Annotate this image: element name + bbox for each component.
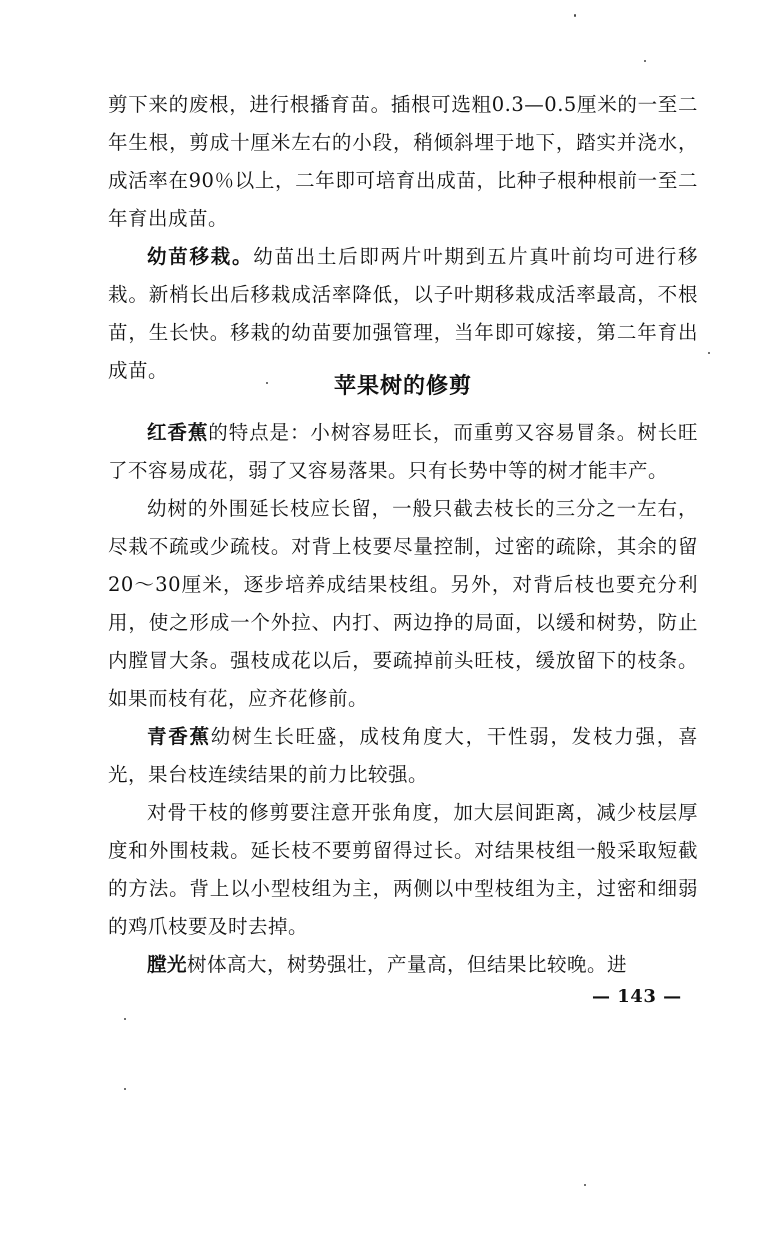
scan-speck [266,382,268,384]
red-delicious-paragraph [108,414,698,490]
green-delicious-body: 幼树生长旺盛，成枝角度大，干性弱，发枝力强，喜光，果台枝连续结果的前力比较强。 [108,725,698,786]
scan-speck [574,14,576,17]
red-delicious-lead: 红香蕉 [147,421,209,444]
red-delicious-body: 的特点是：小树容易旺长，而重剪又容易冒条。树长旺了不容易成花，弱了又容易落果。只有长势中等的树才能丰产。 [108,421,698,482]
scan-speck [124,1088,126,1090]
section-heading: 苹果树的修剪 [333,373,472,399]
green-delicious-paragraph [108,718,698,794]
ralls-variety-body: 树体高大，树势强壮，产量高，但结果比较晚。进 [187,953,628,976]
seedling-transplant-lead: 幼苗移栽。 [147,245,254,268]
scan-speck [708,352,710,354]
page-number: — 143 — [592,986,682,1007]
apple-pruning-section [108,364,698,984]
seedling-transplant-body: 幼苗出土后即两片叶期到五片真叶前均可进行移栽。新梢长出后移栽成活率降低，以子叶期移栽成活率最高，不根苗，生长快。移栽的幼苗要加强管理，当年即可嫁接，第二年育出成苗。 [108,245,698,382]
root-cutting-paragraph: 剪下来的废根，进行根播育苗。插根可选粗0.3—0.5厘米的一至二年生根，剪成十厘米左右的小段，稍倾斜埋于地下，踏实并浇水，成活率在90％以上，二年即可培育出成苗，比种子根种根前一至二年育出成苗。 [108,93,698,230]
scan-speck [584,1184,586,1186]
seedling-section [108,86,698,390]
ralls-variety-paragraph [108,946,698,984]
young-tree-pruning-paragraph: 幼树的外围延长枝应长留，一般只截去枝长的三分之一左右，尽栽不疏或少疏枝。对背上枝要尽量控制，过密的疏除，其余的留20～30厘米，逐步培养成结果枝组。另外，对背后枝也要充分利用，使之形成一个外拉、内打、两边挣的局面，以缓和树势，防止内膛冒大条。强枝成花以后，要疏掉前头旺枝，缓放留下的枝条。如果而枝有花，应齐花修前。 [108,497,698,710]
scaffold-branch-paragraph: 对骨干枝的修剪要注意开张角度，加大层间距离，减少枝层厚度和外围枝栽。延长枝不要剪留得过长。对结果枝组一般采取短截的方法。背上以小型枝组为主，两侧以中型枝组为主，过密和细弱的鸡爪枝要及时去掉。 [108,801,698,938]
scan-speck [124,1018,126,1020]
scan-speck [644,60,646,62]
green-delicious-lead: 青香蕉 [147,725,211,748]
ralls-variety-lead: 膛光 [147,953,188,976]
